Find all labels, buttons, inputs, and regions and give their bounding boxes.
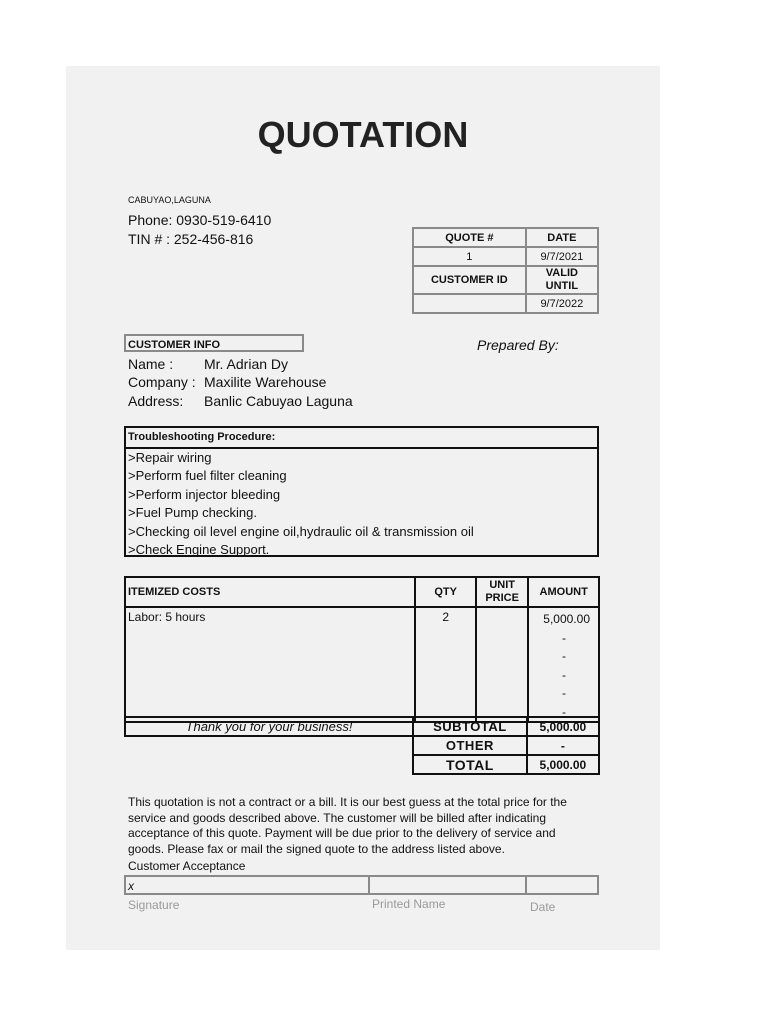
printed-name-field[interactable] [370, 877, 527, 893]
valid-until-label [526, 266, 598, 294]
company-location: CABUYAO,LAGUNA [128, 195, 211, 205]
signature-caption: Signature [128, 898, 180, 912]
totals-table [412, 716, 600, 775]
disclaimer-line: goods. Please fax or mail the signed quote to the address listed above. [128, 841, 505, 856]
customer-name-label: Name : [128, 356, 174, 372]
quote-info-table [412, 227, 599, 314]
customer-company-row [128, 374, 326, 390]
x-mark: x [128, 879, 134, 893]
customer-name: Mr. Adrian Dy [204, 356, 289, 372]
signature-field[interactable] [126, 877, 370, 893]
item-amount: - [562, 649, 566, 663]
prepared-by-label: Prepared By: [477, 337, 559, 353]
subtotal-label: SUBTOTAL [413, 717, 527, 736]
items-unit-price-cell [476, 607, 528, 722]
items-header-amount: AMOUNT [528, 577, 599, 607]
customer-info-header: CUSTOMER INFO [124, 334, 304, 352]
thank-you-note: Thank you for your business! [124, 716, 412, 737]
troubleshooting-procedure-box [124, 426, 599, 557]
procedure-line: >Perform injector bleeding [128, 486, 281, 502]
printed-name-caption: Printed Name [372, 897, 446, 911]
quote-number: 1 [413, 247, 526, 266]
customer-address-label: Address: [128, 393, 184, 409]
procedure-line: >Check Engine Support. [128, 542, 270, 558]
other-label: OTHER [413, 736, 527, 755]
subtotal-value: 5,000.00 [527, 717, 599, 736]
total-value: 5,000.00 [527, 755, 599, 774]
unit-price-label-line-2: PRICE [485, 592, 519, 604]
procedure-line: >Repair wiring [128, 450, 212, 465]
other-value: - [527, 736, 599, 755]
customer-address-row [128, 393, 353, 409]
unit-price-label-line-1: UNIT [489, 579, 515, 591]
itemized-costs-table [124, 576, 600, 723]
items-header-description: ITEMIZED COSTS [125, 577, 415, 607]
procedure-line: >Perform fuel filter cleaning [128, 468, 287, 484]
procedure-header: Troubleshooting Procedure: [126, 428, 597, 449]
customer-company: Maxilite Warehouse [204, 374, 327, 390]
item-amount: - [562, 630, 566, 645]
items-description-cell [125, 607, 415, 722]
customer-name-row [128, 356, 288, 372]
date-label: DATE [526, 228, 598, 247]
items-header-qty: QTY [415, 577, 476, 607]
date-field[interactable] [527, 877, 597, 893]
item-description: Labor: 5 hours [128, 610, 206, 624]
procedure-line: >Fuel Pump checking. [128, 505, 257, 521]
item-amount: - [562, 686, 566, 700]
company-tin: TIN # : 252-456-816 [128, 231, 254, 247]
item-amount: 5,000.00 [543, 612, 590, 626]
acceptance-signature-row [124, 875, 599, 895]
item-amount: - [562, 667, 566, 682]
disclaimer-line: service and goods described above. The customer will be billed after indicating [128, 810, 547, 825]
disclaimer-line: acceptance of this quote. Payment will be due prior to the delivery of service and [128, 826, 556, 841]
quote-number-label: QUOTE # [413, 228, 526, 247]
quote-date: 9/7/2021 [526, 247, 598, 266]
customer-id-label: CUSTOMER ID [413, 266, 526, 294]
valid-until-label-line-2: UNTIL [545, 280, 579, 292]
customer-id [413, 294, 526, 313]
customer-address: Banlic Cabuyao Laguna [204, 393, 353, 409]
valid-until-date: 9/7/2022 [526, 294, 598, 313]
item-amount: - [562, 704, 566, 719]
procedure-line: >Checking oil level engine oil,hydraulic oil & transmission oil [128, 523, 474, 539]
disclaimer-text [128, 795, 567, 857]
items-qty-cell [415, 607, 476, 722]
date-caption: Date [530, 900, 556, 914]
items-amount-cell [528, 607, 599, 722]
customer-company-label: Company : [128, 374, 196, 390]
disclaimer-line: This quotation is not a contract or a bill. It is our best guess at the total price for the [128, 795, 567, 809]
valid-until-label-line-1: VALID [545, 267, 578, 279]
customer-acceptance-label: Customer Acceptance [128, 859, 246, 873]
quotation-sheet [66, 66, 660, 950]
total-label: TOTAL [413, 755, 527, 774]
item-qty: 2 [442, 610, 450, 624]
items-header-unit-price [476, 577, 528, 607]
company-phone: Phone: 0930-519-6410 [128, 212, 272, 228]
document-title: QUOTATION [257, 114, 469, 155]
